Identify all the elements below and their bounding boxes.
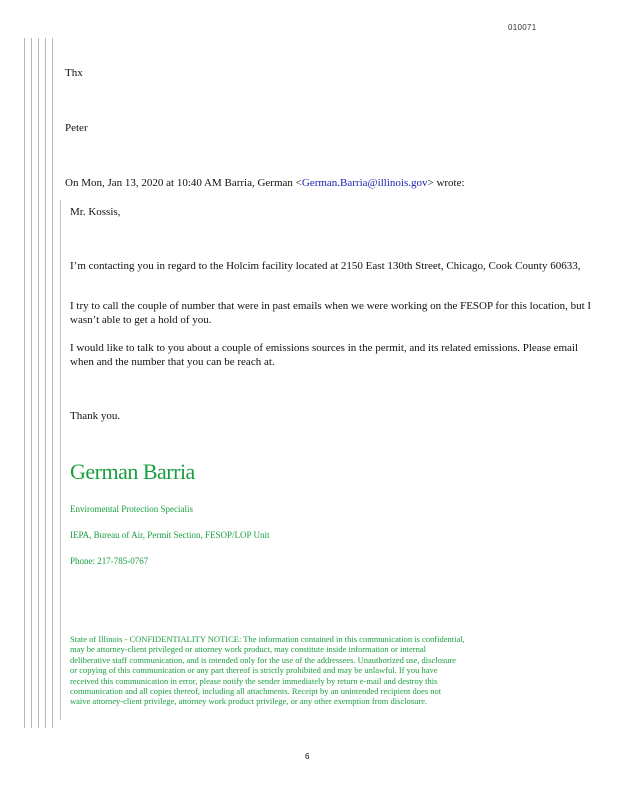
margin-rule bbox=[52, 38, 53, 728]
email-closing: Thank you. bbox=[70, 410, 121, 422]
email-paragraph: I’m contacting you in regard to the Holcim facility located at 2150 East 130th Street, Chicago, Cook County 60633, bbox=[70, 260, 581, 272]
quote-header-prefix: On Mon, Jan 13, 2020 at 10:40 AM Barria, German < bbox=[65, 177, 302, 189]
confidentiality-line: waive attorney-client privilege, attorney work product privilege, or any other exemption from disclosure. bbox=[70, 696, 428, 707]
confidentiality-line: received this communication in error, please notify the sender immediately by return e-mail and destroy this bbox=[70, 675, 438, 686]
signature-phone: Phone: 217-785-0767 bbox=[70, 556, 149, 566]
quote-header bbox=[65, 176, 465, 190]
margin-rule bbox=[24, 38, 25, 728]
quote-header-suffix: > wrote: bbox=[427, 177, 465, 189]
sender-email-link[interactable]: German.Barria@illinois.gov bbox=[301, 177, 428, 189]
margin-rule bbox=[31, 38, 32, 728]
email-paragraph: I try to call the couple of number that were in past emails when we were working on the FESOP for this location, but I wasn’t able to get a hold of you. bbox=[70, 300, 592, 326]
reply-signature: Peter bbox=[65, 122, 88, 134]
confidentiality-line: may be attorney-client privileged or attorney work product, may constitute inside information or internal bbox=[70, 644, 426, 655]
confidentiality-line: State of Illinois - CONFIDENTIALITY NOTICE: The information contained in this communication is confidential, bbox=[70, 634, 465, 644]
signature-org: IEPA, Bureau of Air, Permit Section, FESOP/LOP Unit bbox=[70, 530, 270, 540]
margin-rule bbox=[45, 38, 46, 728]
confidentiality-notice bbox=[70, 634, 550, 707]
quote-bar bbox=[60, 200, 61, 720]
email-paragraph: I would like to talk to you about a couple of emissions sources in the permit, and its related emissions. Please email when and the number that you can be reach at. bbox=[70, 342, 579, 368]
email-salutation: Mr. Kossis, bbox=[70, 206, 121, 218]
page-number: 6 bbox=[305, 752, 310, 761]
signature-title: Enviromental Protection Specialis bbox=[70, 504, 193, 514]
reply-thanks: Thx bbox=[65, 67, 83, 79]
confidentiality-line: communication and all copies thereof, including all attachments. Receipt by an unintended recipient does not bbox=[70, 686, 442, 697]
confidentiality-line: or copying of this communication or any part thereof is strictly prohibited and may be unlawful. If you have bbox=[70, 665, 438, 676]
signature-name: German Barria bbox=[70, 459, 195, 484]
document-id: 010071 bbox=[508, 23, 537, 32]
margin-rule bbox=[38, 38, 39, 728]
confidentiality-line: deliberative staff communication, and is intended only for the use of the addressees. Unauthorized use, disclosure bbox=[70, 654, 457, 665]
